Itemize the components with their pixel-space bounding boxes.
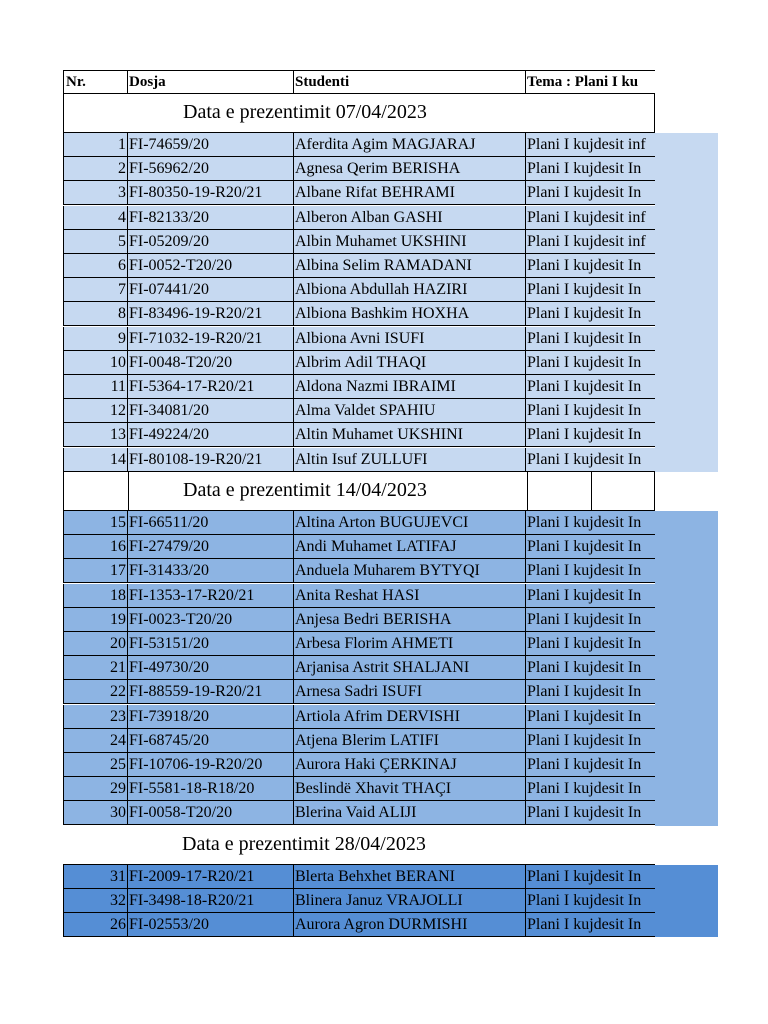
cell-tema: Plani I kujdesit In (526, 157, 655, 181)
table-row[interactable] (63, 375, 655, 399)
cell-student: Altin Muhamet UKSHINI (294, 423, 526, 447)
cell-student: Atjena Blerim LATIFI (294, 729, 526, 753)
table-row[interactable] (63, 351, 655, 375)
table-row[interactable] (63, 423, 655, 447)
cell-dosja: FI-74659/20 (128, 133, 294, 157)
table-row[interactable] (63, 302, 655, 326)
cell-dosja: FI-2009-17-R20/21 (128, 865, 294, 889)
cell-nr: 25 (63, 753, 128, 777)
table-row[interactable] (63, 448, 655, 472)
cell-student: Aurora Agron DURMISHI (294, 913, 526, 937)
header-row (63, 70, 655, 94)
cell-dosja: FI-34081/20 (128, 399, 294, 423)
cell-nr: 8 (63, 302, 128, 326)
header-dosja: Dosja (128, 70, 294, 94)
cell-student: Arjanisa Astrit SHALJANI (294, 656, 526, 680)
cell-student: Artiola Afrim DERVISHI (294, 705, 526, 729)
cell-tema: Plani I kujdesit In (526, 777, 655, 801)
cell-divider (591, 472, 592, 510)
cell-dosja: FI-68745/20 (128, 729, 294, 753)
table-row[interactable] (63, 327, 655, 351)
cell-dosja: FI-27479/20 (128, 535, 294, 559)
cell-nr: 12 (63, 399, 128, 423)
cell-student: Albiona Avni ISUFI (294, 327, 526, 351)
cell-tema: Plani I kujdesit inf (526, 230, 655, 254)
cell-student: Albiona Bashkim HOXHA (294, 302, 526, 326)
cell-dosja: FI-02553/20 (128, 913, 294, 937)
cell-nr: 10 (63, 351, 128, 375)
cell-tema: Plani I kujdesit In (526, 865, 655, 889)
cell-nr: 7 (63, 278, 128, 302)
cell-student: Aldona Nazmi IBRAIMI (294, 375, 526, 399)
table-row[interactable] (63, 680, 655, 704)
cell-dosja: FI-82133/20 (128, 206, 294, 230)
cell-dosja: FI-73918/20 (128, 705, 294, 729)
cell-student: Albiona Abdullah HAZIRI (294, 278, 526, 302)
date-row-3 (63, 826, 655, 865)
cell-nr: 5 (63, 230, 128, 254)
cell-nr: 21 (63, 656, 128, 680)
fill-extension-2 (655, 511, 718, 826)
cell-tema: Plani I kujdesit In (526, 889, 655, 913)
cell-tema: Plani I kujdesit In (526, 559, 655, 583)
table-row[interactable] (63, 865, 655, 889)
date-row-2 (63, 472, 655, 511)
cell-tema: Plani I kujdesit In (526, 608, 655, 632)
cell-student: Anita Reshat HASI (294, 584, 526, 608)
cell-student: Blinera Januz VRAJOLLI (294, 889, 526, 913)
table-row[interactable] (63, 656, 655, 680)
cell-tema: Plani I kujdesit In (526, 351, 655, 375)
cell-nr: 9 (63, 327, 128, 351)
cell-tema: Plani I kujdesit In (526, 511, 655, 535)
cell-dosja: FI-66511/20 (128, 511, 294, 535)
cell-dosja: FI-88559-19-R20/21 (128, 680, 294, 704)
cell-student: Anjesa Bedri BERISHA (294, 608, 526, 632)
table-row[interactable] (63, 777, 655, 801)
table-row[interactable] (63, 133, 655, 157)
cell-student: Altina Arton BUGUJEVCI (294, 511, 526, 535)
cell-nr: 14 (63, 448, 128, 472)
cell-tema: Plani I kujdesit In (526, 584, 655, 608)
cell-dosja: FI-3498-18-R20/21 (128, 889, 294, 913)
cell-tema: Plani I kujdesit In (526, 375, 655, 399)
cell-student: Albane Rifat BEHRAMI (294, 181, 526, 205)
cell-dosja: FI-71032-19-R20/21 (128, 327, 294, 351)
cell-nr: 20 (63, 632, 128, 656)
cell-dosja: FI-49730/20 (128, 656, 294, 680)
cell-student: Altin Isuf ZULLUFI (294, 448, 526, 472)
cell-nr: 3 (63, 181, 128, 205)
cell-student: Blerta Behxhet BERANI (294, 865, 526, 889)
date-title: Data e prezentimit 14/04/2023 (183, 479, 427, 501)
cell-student: Alma Valdet SPAHIU (294, 399, 526, 423)
cell-nr: 24 (63, 729, 128, 753)
cell-nr: 23 (63, 705, 128, 729)
cell-student: Aurora Haki ÇERKINAJ (294, 753, 526, 777)
table-row[interactable] (63, 559, 655, 583)
cell-tema: Plani I kujdesit inf (526, 206, 655, 230)
cell-tema: Plani I kujdesit In (526, 801, 655, 825)
cell-dosja: FI-53151/20 (128, 632, 294, 656)
cell-tema: Plani I kujdesit In (526, 632, 655, 656)
table-row[interactable] (63, 801, 655, 825)
cell-nr: 17 (63, 559, 128, 583)
cell-dosja: FI-5581-18-R18/20 (128, 777, 294, 801)
cell-nr: 32 (63, 889, 128, 913)
cell-student: Aferdita Agim MAGJARAJ (294, 133, 526, 157)
table-row[interactable] (63, 157, 655, 181)
cell-dosja: FI-80350-19-R20/21 (128, 181, 294, 205)
cell-nr: 26 (63, 913, 128, 937)
date-title: Data e prezentimit 07/04/2023 (183, 101, 427, 123)
header-tema: Tema : Plani I ku (526, 70, 655, 94)
table-row[interactable] (63, 399, 655, 423)
cell-dosja: FI-0023-T20/20 (128, 608, 294, 632)
cell-dosja: FI-0052-T20/20 (128, 254, 294, 278)
cell-dosja: FI-05209/20 (128, 230, 294, 254)
cell-nr: 19 (63, 608, 128, 632)
cell-dosja: FI-07441/20 (128, 278, 294, 302)
fill-extension-3 (655, 865, 718, 937)
cell-tema: Plani I kujdesit In (526, 535, 655, 559)
cell-tema: Plani I kujdesit In (526, 729, 655, 753)
cell-tema: Plani I kujdesit In (526, 913, 655, 937)
cell-dosja: FI-31433/20 (128, 559, 294, 583)
table-row[interactable] (63, 278, 655, 302)
cell-dosja: FI-49224/20 (128, 423, 294, 447)
table-row[interactable] (63, 632, 655, 656)
cell-nr: 11 (63, 375, 128, 399)
cell-tema: Plani I kujdesit In (526, 448, 655, 472)
cell-tema: Plani I kujdesit In (526, 254, 655, 278)
table-row[interactable] (63, 254, 655, 278)
cell-nr: 6 (63, 254, 128, 278)
fill-extension-1 (655, 133, 718, 472)
cell-student: Albina Selim RAMADANI (294, 254, 526, 278)
table-row[interactable] (63, 913, 655, 937)
cell-dosja: FI-1353-17-R20/21 (128, 584, 294, 608)
cell-tema: Plani I kujdesit In (526, 680, 655, 704)
cell-nr: 2 (63, 157, 128, 181)
cell-tema: Plani I kujdesit In (526, 181, 655, 205)
cell-student: Arbesa Florim AHMETI (294, 632, 526, 656)
table-row[interactable] (63, 181, 655, 205)
table-row[interactable] (63, 511, 655, 535)
cell-dosja: FI-0048-T20/20 (128, 351, 294, 375)
cell-student: Arnesa Sadri ISUFI (294, 680, 526, 704)
table-row[interactable] (63, 535, 655, 559)
cell-student: Alberon Alban GASHI (294, 206, 526, 230)
table-row[interactable] (63, 584, 655, 608)
cell-tema: Plani I kujdesit In (526, 656, 655, 680)
cell-tema: Plani I kujdesit In (526, 399, 655, 423)
cell-tema: Plani I kujdesit In (526, 327, 655, 351)
cell-dosja: FI-0058-T20/20 (128, 801, 294, 825)
cell-nr: 18 (63, 584, 128, 608)
cell-dosja: FI-83496-19-R20/21 (128, 302, 294, 326)
cell-divider (128, 472, 129, 510)
cell-nr: 22 (63, 680, 128, 704)
header-studenti: Studenti (294, 70, 526, 94)
cell-student: Andi Muhamet LATIFAJ (294, 535, 526, 559)
cell-tema: Plani I kujdesit inf (526, 133, 655, 157)
cell-student: Albin Muhamet UKSHINI (294, 230, 526, 254)
table-row[interactable] (63, 206, 655, 230)
cell-student: Albrim Adil THAQI (294, 351, 526, 375)
cell-nr: 30 (63, 801, 128, 825)
table-row[interactable] (63, 705, 655, 729)
cell-student: Anduela Muharem BYTYQI (294, 559, 526, 583)
cell-nr: 16 (63, 535, 128, 559)
cell-student: Blerina Vaid ALIJI (294, 801, 526, 825)
cell-tema: Plani I kujdesit In (526, 753, 655, 777)
table-row[interactable] (63, 608, 655, 632)
cell-nr: 31 (63, 865, 128, 889)
cell-dosja: FI-10706-19-R20/20 (128, 753, 294, 777)
header-nr: Nr. (63, 70, 128, 94)
date-title: Data e prezentimit 28/04/2023 (182, 833, 426, 855)
cell-tema: Plani I kujdesit In (526, 278, 655, 302)
table-row[interactable] (63, 753, 655, 777)
cell-nr: 1 (63, 133, 128, 157)
cell-student: Beslindë Xhavit THAÇI (294, 777, 526, 801)
table-row[interactable] (63, 230, 655, 254)
date-row-1 (63, 94, 655, 133)
cell-nr: 29 (63, 777, 128, 801)
cell-dosja: FI-5364-17-R20/21 (128, 375, 294, 399)
cell-tema: Plani I kujdesit In (526, 705, 655, 729)
cell-student: Agnesa Qerim BERISHA (294, 157, 526, 181)
cell-tema: Plani I kujdesit In (526, 302, 655, 326)
table-row[interactable] (63, 889, 655, 913)
cell-dosja: FI-80108-19-R20/21 (128, 448, 294, 472)
cell-nr: 4 (63, 206, 128, 230)
cell-tema: Plani I kujdesit In (526, 423, 655, 447)
cell-nr: 13 (63, 423, 128, 447)
cell-divider (527, 472, 528, 510)
cell-nr: 15 (63, 511, 128, 535)
cell-dosja: FI-56962/20 (128, 157, 294, 181)
table-row[interactable] (63, 729, 655, 753)
